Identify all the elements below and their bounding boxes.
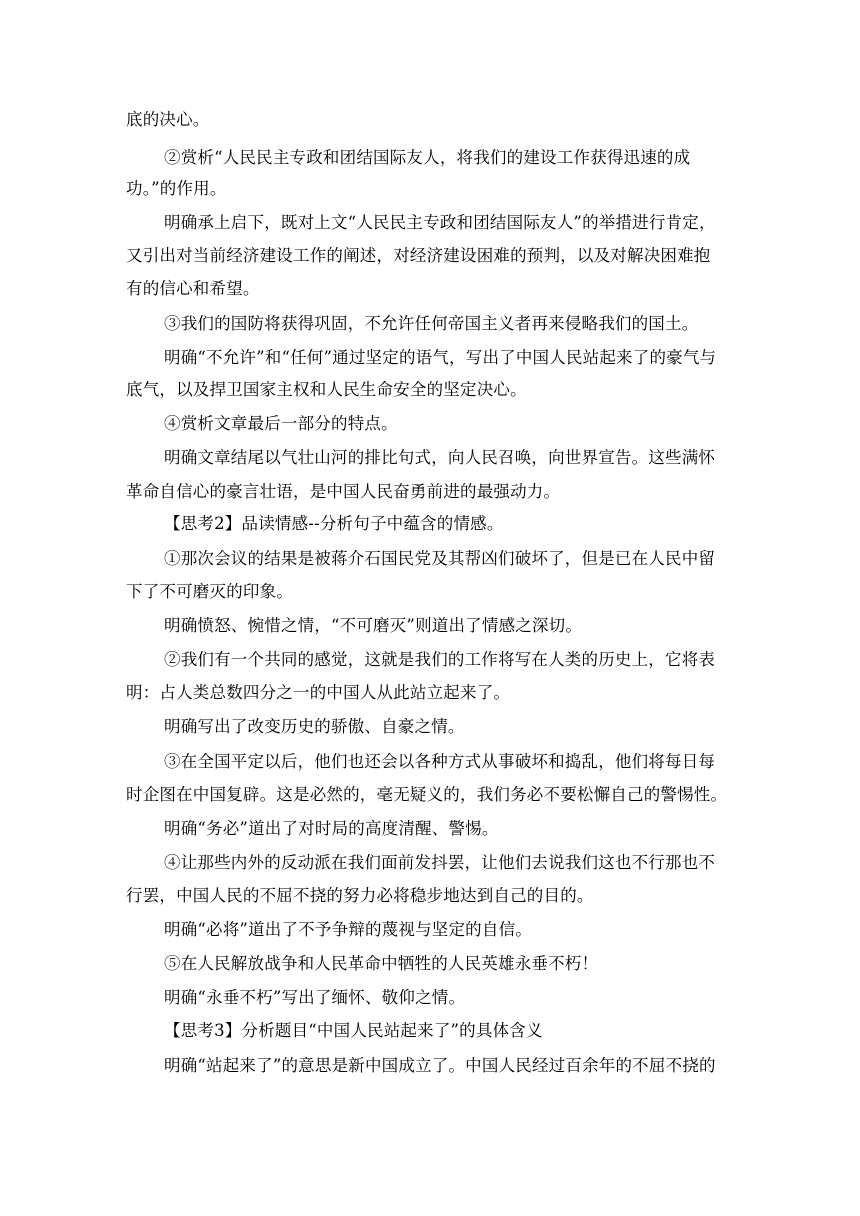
paragraph-line: 时企图在中国复辟。这是必然的，毫无疑义的，我们务必不要松懈自己的警惕性。 [126, 785, 728, 804]
paragraph-line: ②我们有一个共同的感觉，这就是我们的工作将写在人类的历史上，它将表 [164, 650, 716, 669]
paragraph-line: 明确愤怒、惋惜之情，“不可磨灭”则道出了情感之深切。 [164, 616, 583, 635]
paragraph-line: ③我们的国防将获得巩固，不允许任何帝国主义者再来侵略我们的国土。 [164, 314, 699, 333]
paragraph-line: 功。”的作用。 [126, 179, 227, 198]
paragraph-line: 底气，以及捍卫国家主权和人民生命安全的坚定决心。 [126, 380, 527, 399]
paragraph-line: 明：占人类总数四分之一的中国人从此站立起来了。 [126, 683, 511, 702]
paragraph-line: 革命自信心的豪言壮语，是中国人民奋勇前进的最强动力。 [126, 482, 561, 501]
paragraph-line: 明确写出了改变历史的骄傲、自豪之情。 [164, 717, 465, 736]
paragraph-line: 行罢，中国人民的不屈不挠的努力必将稳步地达到自己的目的。 [126, 886, 594, 905]
paragraph-line: ②赏析“人民民主专政和团结国际友人，将我们的建设工作获得迅速的成 [164, 148, 691, 167]
paragraph-line: ④让那些内外的反动派在我们面前发抖罢，让他们去说我们这也不行那也不 [164, 853, 716, 872]
paragraph-line: 明确“不允许”和“任何”通过坚定的语气，写出了中国人民站起来了的豪气与 [164, 348, 717, 367]
paragraph-line: 明确“务必”道出了对时局的高度清醒、警惕。 [164, 819, 499, 838]
section-heading: 【思考3】分析题目“中国人民站起来了”的具体含义 [164, 1021, 543, 1040]
paragraph-line: 明确“永垂不朽”写出了缅怀、敬仰之情。 [164, 988, 466, 1007]
paragraph-line: 底的决心。 [126, 110, 210, 129]
paragraph-line: 明确“必将”道出了不予争辩的蔑视与坚定的自信。 [164, 920, 532, 939]
paragraph-line: 明确承上启下，既对上文“人民民主专政和团结国际友人”的举措进行肯定， [164, 213, 716, 232]
paragraph-line: 有的信心和希望。 [126, 279, 260, 298]
paragraph-line: ④赏析文章最后一部分的特点。 [164, 414, 398, 433]
paragraph-line: ③在全国平定以后，他们也还会以各种方式从事破坏和捣乱，他们将每日每 [164, 752, 716, 771]
paragraph-line: 又引出对当前经济建设工作的阐述，对经济建设困难的预判，以及对解决困难抱 [126, 246, 711, 265]
section-heading: 【思考2】品读情感--分析句子中蕴含的情感。 [164, 514, 504, 533]
paragraph-line: 明确文章结尾以气壮山河的排比句式，向人民召唤，向世界宣告。这些满怀 [164, 448, 716, 467]
paragraph-line: ⑤在人民解放战争和人民革命中牺牲的人民英雄永垂不朽！ [164, 954, 599, 973]
paragraph-line: 明确“站起来了”的意思是新中国成立了。中国人民经过百余年的不屈不挠的 [164, 1056, 716, 1075]
paragraph-line: 下了不可磨灭的印象。 [126, 582, 293, 601]
paragraph-line: ①那次会议的结果是被蒋介石国民党及其帮凶们破坏了，但是已在人民中留 [164, 549, 716, 568]
